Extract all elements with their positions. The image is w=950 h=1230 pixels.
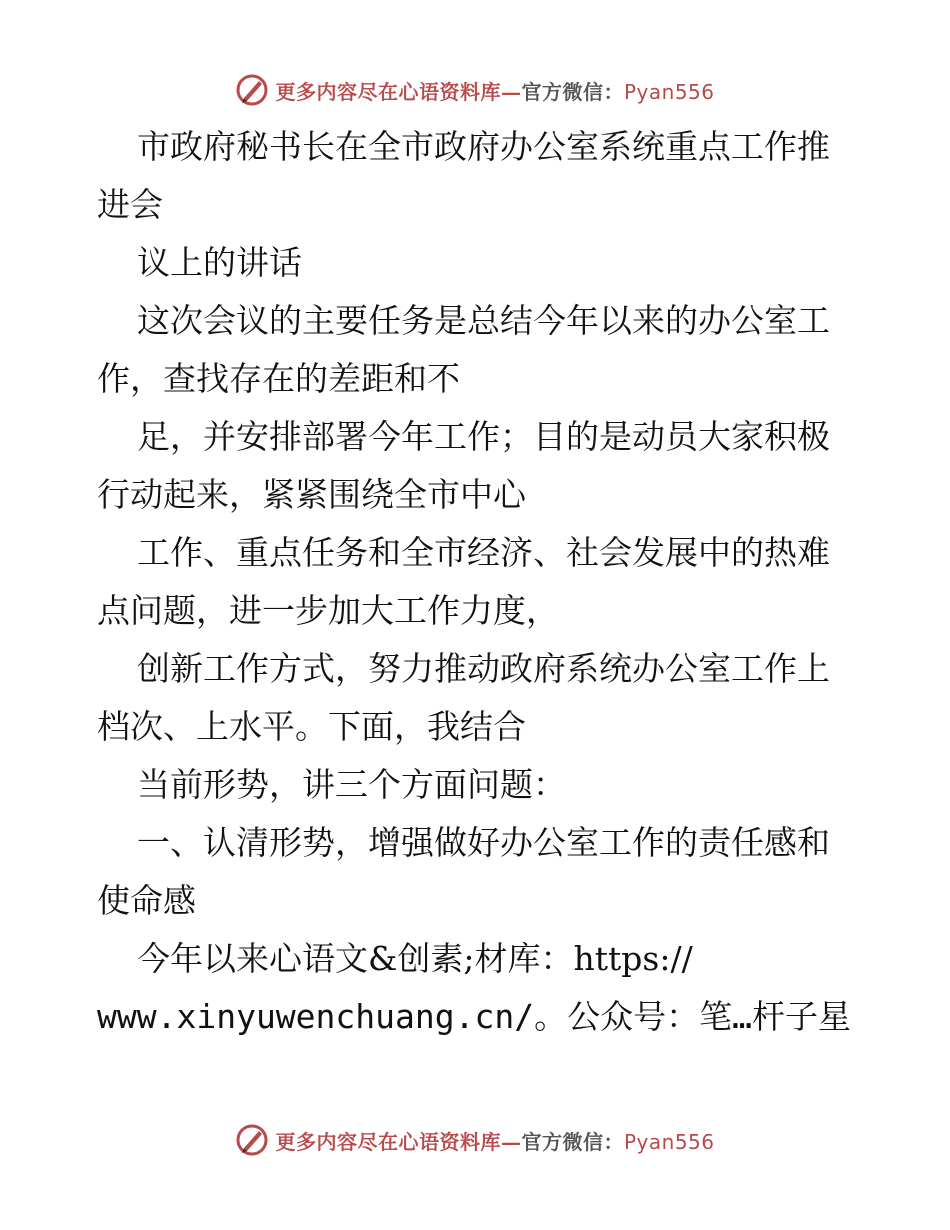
paragraph-line: 行动起来，紧紧围绕全市中心 (97, 475, 526, 514)
header-watermark-text: 更多内容尽在心语资料库—官方微信：Pyan556 (275, 79, 715, 104)
paragraph-line: 当前形势，讲三个方面问题： (137, 765, 566, 804)
paragraph-line: 档次、上水平。下面，我结合 (97, 707, 526, 746)
header-watermark (0, 70, 950, 110)
paragraph-line: 作，查找存在的差距和不 (97, 359, 460, 398)
paragraph-line: 足，并安排部署今年工作；目的是动员大家积极 (137, 417, 830, 456)
footer-watermark-text: 更多内容尽在心语资料库—官方微信：Pyan556 (275, 1129, 715, 1154)
title-line: 议上的讲话 (137, 243, 302, 282)
paragraph-line: 创新工作方式，努力推动政府系统办公室工作上 (137, 649, 830, 688)
section-heading-line: 使命感 (97, 881, 196, 920)
title-line: 市政府秘书长在全市政府办公室系统重点工作推 (137, 127, 830, 166)
pen-logo-icon (235, 1123, 269, 1157)
paragraph-line: 工作、重点任务和全市经济、社会发展中的热难 (137, 533, 830, 572)
section-heading-line: 一、认清形势，增强做好办公室工作的责任感和 (137, 823, 830, 862)
title-line: 进会 (97, 185, 163, 224)
paragraph-line: 今年以来心语文&创素;材库：https:// (137, 939, 693, 978)
document-body (97, 118, 857, 1046)
footer-watermark (0, 1120, 950, 1160)
pen-logo-icon (235, 73, 269, 107)
paragraph-line: 点问题，进一步加大工作力度， (97, 591, 559, 630)
paragraph-line: 这次会议的主要任务是总结今年以来的办公室工 (137, 301, 830, 340)
paragraph-line: www.xinyuwenchuang.cn/。公众号：笔…杆子星 (97, 997, 851, 1036)
